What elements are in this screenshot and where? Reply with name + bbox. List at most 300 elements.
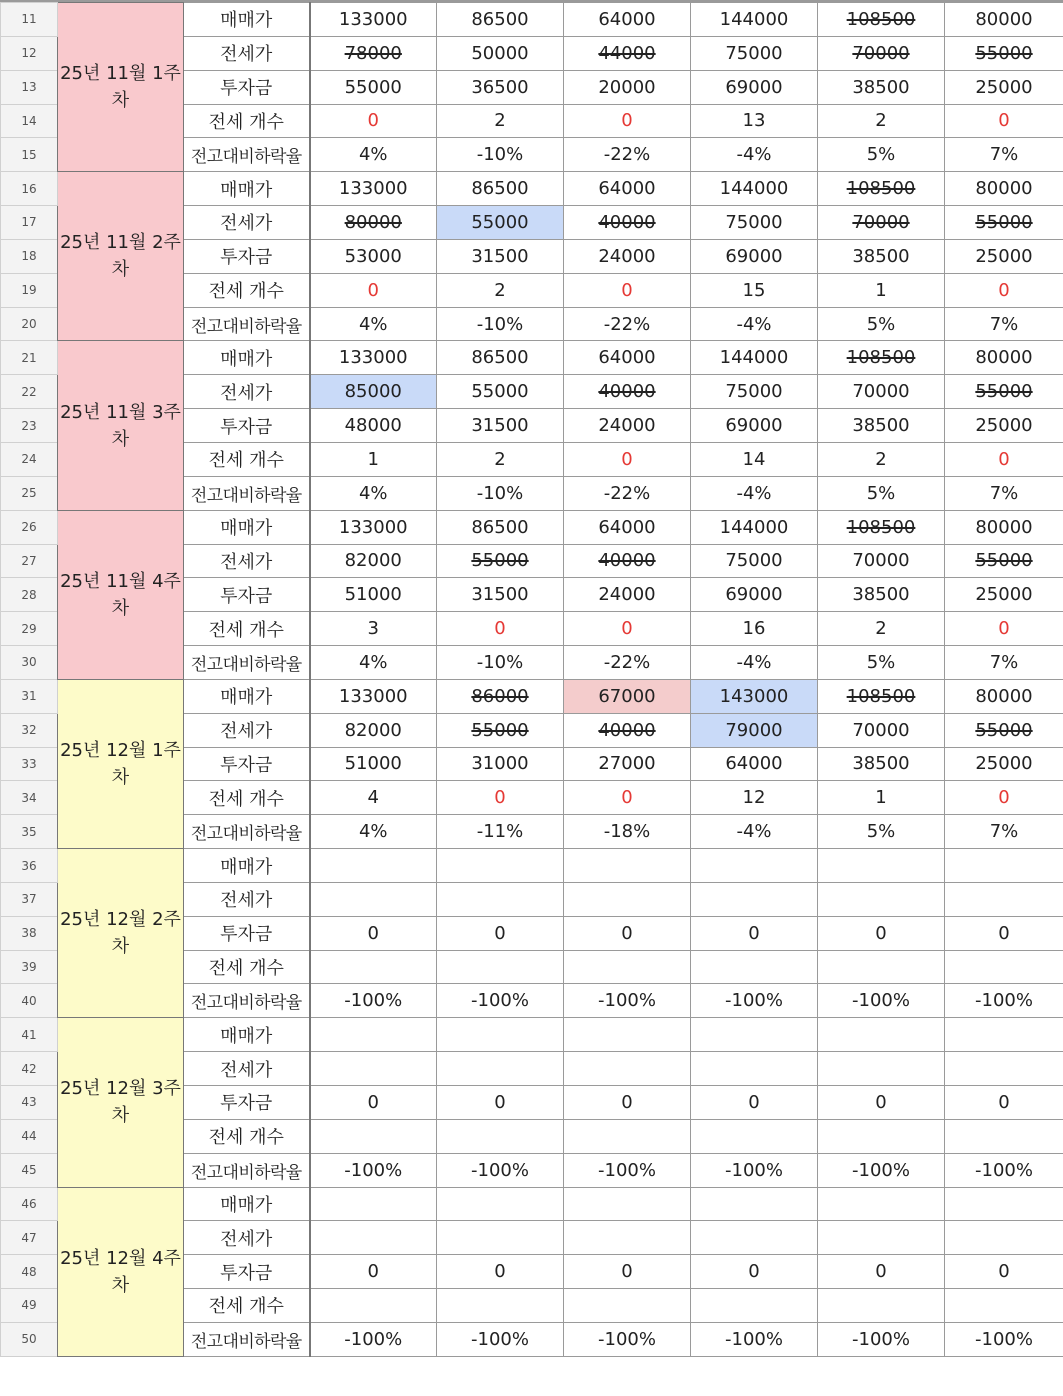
row-number[interactable]: 11 (1, 3, 58, 37)
value-cell[interactable] (818, 341, 945, 375)
value-cell[interactable] (437, 1119, 564, 1153)
week-label-cell[interactable]: 25년 11월 4주차 (58, 510, 184, 679)
value-cell[interactable] (691, 679, 818, 713)
row-number[interactable]: 18 (1, 239, 58, 273)
row-number[interactable]: 31 (1, 679, 58, 713)
value-cell[interactable] (691, 1187, 818, 1221)
value-cell[interactable] (437, 510, 564, 544)
value-cell[interactable] (437, 206, 564, 240)
value-cell[interactable] (437, 409, 564, 443)
value-cell[interactable] (818, 882, 945, 916)
row-number[interactable]: 47 (1, 1221, 58, 1255)
value-cell[interactable] (564, 3, 691, 37)
value-cell[interactable] (691, 70, 818, 104)
value-cell[interactable] (818, 679, 945, 713)
value-cell[interactable] (945, 612, 1063, 646)
row-number[interactable]: 29 (1, 612, 58, 646)
value-cell[interactable] (564, 781, 691, 815)
value-cell[interactable] (691, 781, 818, 815)
value-cell[interactable] (945, 476, 1063, 510)
value-cell[interactable] (310, 815, 437, 849)
value-cell[interactable] (564, 409, 691, 443)
value-cell[interactable] (945, 70, 1063, 104)
value-cell[interactable] (564, 138, 691, 172)
value-cell[interactable] (818, 1052, 945, 1086)
value-cell[interactable] (310, 1322, 437, 1356)
metric-label-cell[interactable]: 투자금 (184, 916, 310, 950)
value-cell[interactable] (691, 104, 818, 138)
value-cell[interactable] (310, 273, 437, 307)
value-cell[interactable] (564, 1187, 691, 1221)
metric-label-cell[interactable]: 전세가 (184, 882, 310, 916)
metric-label-cell[interactable]: 전세가 (184, 713, 310, 747)
value-cell[interactable] (310, 36, 437, 70)
value-cell[interactable] (564, 36, 691, 70)
value-cell[interactable] (945, 815, 1063, 849)
value-cell[interactable] (310, 679, 437, 713)
metric-label-cell[interactable]: 투자금 (184, 239, 310, 273)
value-cell[interactable] (945, 1322, 1063, 1356)
value-cell[interactable] (818, 375, 945, 409)
value-cell[interactable] (945, 1289, 1063, 1323)
value-cell[interactable] (310, 510, 437, 544)
metric-label-cell[interactable]: 매매가 (184, 510, 310, 544)
value-cell[interactable] (564, 612, 691, 646)
value-cell[interactable] (437, 679, 564, 713)
value-cell[interactable] (310, 916, 437, 950)
week-label-cell[interactable]: 25년 12월 4주차 (58, 1187, 184, 1356)
value-cell[interactable] (310, 1221, 437, 1255)
metric-label-cell[interactable]: 전세가 (184, 544, 310, 578)
row-number[interactable]: 44 (1, 1119, 58, 1153)
row-number[interactable]: 14 (1, 104, 58, 138)
metric-label-cell[interactable]: 전고대비하락율 (184, 1153, 310, 1187)
value-cell[interactable] (945, 713, 1063, 747)
value-cell[interactable] (945, 36, 1063, 70)
row-number[interactable]: 41 (1, 1018, 58, 1052)
metric-label-cell[interactable]: 전세가 (184, 1052, 310, 1086)
value-cell[interactable] (945, 206, 1063, 240)
value-cell[interactable] (691, 1052, 818, 1086)
value-cell[interactable] (691, 646, 818, 680)
metric-label-cell[interactable]: 전고대비하락율 (184, 984, 310, 1018)
metric-label-cell[interactable]: 전세가 (184, 206, 310, 240)
value-cell[interactable] (437, 781, 564, 815)
row-number[interactable]: 26 (1, 510, 58, 544)
value-cell[interactable] (818, 1018, 945, 1052)
value-cell[interactable] (564, 747, 691, 781)
value-cell[interactable] (564, 239, 691, 273)
value-cell[interactable] (437, 1322, 564, 1356)
value-cell[interactable] (310, 3, 437, 37)
value-cell[interactable] (691, 544, 818, 578)
value-cell[interactable] (564, 1289, 691, 1323)
value-cell[interactable] (437, 70, 564, 104)
metric-label-cell[interactable]: 전세 개수 (184, 273, 310, 307)
value-cell[interactable] (564, 984, 691, 1018)
metric-label-cell[interactable]: 매매가 (184, 341, 310, 375)
value-cell[interactable] (564, 1018, 691, 1052)
value-cell[interactable] (691, 1289, 818, 1323)
value-cell[interactable] (945, 442, 1063, 476)
value-cell[interactable] (564, 1255, 691, 1289)
value-cell[interactable] (310, 849, 437, 883)
value-cell[interactable] (437, 882, 564, 916)
metric-label-cell[interactable]: 투자금 (184, 1255, 310, 1289)
value-cell[interactable] (564, 1119, 691, 1153)
value-cell[interactable] (818, 646, 945, 680)
value-cell[interactable] (310, 1289, 437, 1323)
metric-label-cell[interactable]: 전세가 (184, 36, 310, 70)
row-number[interactable]: 21 (1, 341, 58, 375)
value-cell[interactable] (945, 1187, 1063, 1221)
value-cell[interactable] (818, 1322, 945, 1356)
row-number[interactable]: 24 (1, 442, 58, 476)
value-cell[interactable] (818, 1086, 945, 1120)
value-cell[interactable] (691, 239, 818, 273)
row-number[interactable]: 43 (1, 1086, 58, 1120)
value-cell[interactable] (437, 544, 564, 578)
metric-label-cell[interactable]: 전세 개수 (184, 442, 310, 476)
value-cell[interactable] (310, 544, 437, 578)
value-cell[interactable] (691, 1086, 818, 1120)
value-cell[interactable] (691, 3, 818, 37)
value-cell[interactable] (818, 172, 945, 206)
value-cell[interactable] (310, 646, 437, 680)
value-cell[interactable] (437, 273, 564, 307)
value-cell[interactable] (691, 510, 818, 544)
value-cell[interactable] (437, 36, 564, 70)
value-cell[interactable] (564, 578, 691, 612)
metric-label-cell[interactable]: 전세 개수 (184, 950, 310, 984)
value-cell[interactable] (945, 544, 1063, 578)
value-cell[interactable] (818, 815, 945, 849)
week-label-cell[interactable]: 25년 12월 1주차 (58, 679, 184, 848)
value-cell[interactable] (691, 1322, 818, 1356)
value-cell[interactable] (691, 747, 818, 781)
value-cell[interactable] (818, 442, 945, 476)
value-cell[interactable] (691, 476, 818, 510)
value-cell[interactable] (310, 375, 437, 409)
value-cell[interactable] (945, 916, 1063, 950)
value-cell[interactable] (691, 1153, 818, 1187)
value-cell[interactable] (945, 172, 1063, 206)
value-cell[interactable] (691, 1255, 818, 1289)
week-label-cell[interactable]: 25년 12월 2주차 (58, 849, 184, 1018)
metric-label-cell[interactable]: 투자금 (184, 578, 310, 612)
value-cell[interactable] (437, 239, 564, 273)
value-cell[interactable] (564, 713, 691, 747)
value-cell[interactable] (437, 815, 564, 849)
value-cell[interactable] (818, 849, 945, 883)
value-cell[interactable] (310, 476, 437, 510)
value-cell[interactable] (310, 713, 437, 747)
row-number[interactable]: 35 (1, 815, 58, 849)
week-label-cell[interactable]: 25년 11월 2주차 (58, 172, 184, 341)
row-number[interactable]: 20 (1, 307, 58, 341)
value-cell[interactable] (437, 747, 564, 781)
metric-label-cell[interactable]: 전고대비하락율 (184, 646, 310, 680)
value-cell[interactable] (945, 1119, 1063, 1153)
value-cell[interactable] (691, 916, 818, 950)
row-number[interactable]: 46 (1, 1187, 58, 1221)
value-cell[interactable] (945, 781, 1063, 815)
value-cell[interactable] (564, 1221, 691, 1255)
value-cell[interactable] (691, 612, 818, 646)
value-cell[interactable] (437, 612, 564, 646)
metric-label-cell[interactable]: 전세 개수 (184, 612, 310, 646)
week-label-cell[interactable]: 25년 11월 1주차 (58, 3, 184, 172)
metric-label-cell[interactable]: 투자금 (184, 409, 310, 443)
value-cell[interactable] (310, 950, 437, 984)
value-cell[interactable] (945, 984, 1063, 1018)
value-cell[interactable] (310, 1119, 437, 1153)
value-cell[interactable] (818, 138, 945, 172)
value-cell[interactable] (818, 1221, 945, 1255)
row-number[interactable]: 30 (1, 646, 58, 680)
row-number[interactable]: 32 (1, 713, 58, 747)
value-cell[interactable] (691, 1018, 818, 1052)
value-cell[interactable] (818, 510, 945, 544)
value-cell[interactable] (691, 409, 818, 443)
value-cell[interactable] (310, 307, 437, 341)
value-cell[interactable] (564, 510, 691, 544)
value-cell[interactable] (564, 646, 691, 680)
value-cell[interactable] (564, 849, 691, 883)
value-cell[interactable] (945, 409, 1063, 443)
metric-label-cell[interactable]: 매매가 (184, 679, 310, 713)
row-number[interactable]: 37 (1, 882, 58, 916)
value-cell[interactable] (818, 3, 945, 37)
value-cell[interactable] (945, 3, 1063, 37)
value-cell[interactable] (818, 916, 945, 950)
value-cell[interactable] (564, 1086, 691, 1120)
value-cell[interactable] (818, 206, 945, 240)
value-cell[interactable] (818, 544, 945, 578)
row-number[interactable]: 50 (1, 1322, 58, 1356)
value-cell[interactable] (945, 341, 1063, 375)
value-cell[interactable] (310, 882, 437, 916)
value-cell[interactable] (818, 1119, 945, 1153)
value-cell[interactable] (564, 307, 691, 341)
value-cell[interactable] (818, 70, 945, 104)
metric-label-cell[interactable]: 전세 개수 (184, 1289, 310, 1323)
value-cell[interactable] (818, 578, 945, 612)
metric-label-cell[interactable]: 투자금 (184, 747, 310, 781)
value-cell[interactable] (564, 172, 691, 206)
value-cell[interactable] (310, 442, 437, 476)
value-cell[interactable] (945, 679, 1063, 713)
value-cell[interactable] (691, 849, 818, 883)
value-cell[interactable] (437, 849, 564, 883)
metric-label-cell[interactable]: 전세가 (184, 375, 310, 409)
row-number[interactable]: 34 (1, 781, 58, 815)
metric-label-cell[interactable]: 매매가 (184, 1018, 310, 1052)
value-cell[interactable] (564, 1322, 691, 1356)
metric-label-cell[interactable]: 매매가 (184, 3, 310, 37)
value-cell[interactable] (310, 1018, 437, 1052)
value-cell[interactable] (818, 713, 945, 747)
value-cell[interactable] (437, 3, 564, 37)
row-number[interactable]: 13 (1, 70, 58, 104)
value-cell[interactable] (818, 1289, 945, 1323)
value-cell[interactable] (310, 104, 437, 138)
value-cell[interactable] (310, 747, 437, 781)
value-cell[interactable] (691, 713, 818, 747)
value-cell[interactable] (437, 1221, 564, 1255)
row-number[interactable]: 22 (1, 375, 58, 409)
week-label-cell[interactable]: 25년 11월 3주차 (58, 341, 184, 510)
value-cell[interactable] (691, 950, 818, 984)
metric-label-cell[interactable]: 전세 개수 (184, 104, 310, 138)
value-cell[interactable] (310, 206, 437, 240)
metric-label-cell[interactable]: 전세가 (184, 1221, 310, 1255)
value-cell[interactable] (818, 273, 945, 307)
value-cell[interactable] (945, 950, 1063, 984)
value-cell[interactable] (945, 375, 1063, 409)
value-cell[interactable] (564, 104, 691, 138)
value-cell[interactable] (818, 984, 945, 1018)
value-cell[interactable] (818, 781, 945, 815)
value-cell[interactable] (945, 239, 1063, 273)
value-cell[interactable] (564, 544, 691, 578)
metric-label-cell[interactable]: 전고대비하락율 (184, 1322, 310, 1356)
row-number[interactable]: 33 (1, 747, 58, 781)
value-cell[interactable] (945, 578, 1063, 612)
value-cell[interactable] (564, 950, 691, 984)
value-cell[interactable] (437, 341, 564, 375)
value-cell[interactable] (945, 273, 1063, 307)
value-cell[interactable] (818, 1187, 945, 1221)
value-cell[interactable] (564, 476, 691, 510)
value-cell[interactable] (437, 1153, 564, 1187)
value-cell[interactable] (818, 307, 945, 341)
value-cell[interactable] (691, 882, 818, 916)
value-cell[interactable] (691, 815, 818, 849)
value-cell[interactable] (437, 476, 564, 510)
value-cell[interactable] (310, 1255, 437, 1289)
value-cell[interactable] (310, 341, 437, 375)
value-cell[interactable] (437, 375, 564, 409)
value-cell[interactable] (945, 1052, 1063, 1086)
row-number[interactable]: 49 (1, 1289, 58, 1323)
row-number[interactable]: 19 (1, 273, 58, 307)
value-cell[interactable] (691, 307, 818, 341)
value-cell[interactable] (945, 882, 1063, 916)
row-number[interactable]: 45 (1, 1153, 58, 1187)
value-cell[interactable] (564, 679, 691, 713)
week-label-cell[interactable]: 25년 12월 3주차 (58, 1018, 184, 1187)
value-cell[interactable] (310, 781, 437, 815)
value-cell[interactable] (945, 849, 1063, 883)
row-number[interactable]: 12 (1, 36, 58, 70)
metric-label-cell[interactable]: 전고대비하락율 (184, 138, 310, 172)
value-cell[interactable] (310, 1187, 437, 1221)
value-cell[interactable] (437, 646, 564, 680)
value-cell[interactable] (945, 1153, 1063, 1187)
value-cell[interactable] (691, 138, 818, 172)
value-cell[interactable] (945, 510, 1063, 544)
value-cell[interactable] (691, 36, 818, 70)
value-cell[interactable] (437, 713, 564, 747)
metric-label-cell[interactable]: 전세 개수 (184, 781, 310, 815)
value-cell[interactable] (564, 375, 691, 409)
value-cell[interactable] (310, 1153, 437, 1187)
value-cell[interactable] (691, 1119, 818, 1153)
value-cell[interactable] (564, 882, 691, 916)
value-cell[interactable] (818, 747, 945, 781)
value-cell[interactable] (310, 612, 437, 646)
value-cell[interactable] (564, 341, 691, 375)
value-cell[interactable] (691, 578, 818, 612)
value-cell[interactable] (310, 239, 437, 273)
value-cell[interactable] (818, 612, 945, 646)
value-cell[interactable] (310, 578, 437, 612)
value-cell[interactable] (945, 307, 1063, 341)
row-number[interactable]: 17 (1, 206, 58, 240)
row-number[interactable]: 16 (1, 172, 58, 206)
row-number[interactable]: 48 (1, 1255, 58, 1289)
value-cell[interactable] (945, 138, 1063, 172)
value-cell[interactable] (691, 172, 818, 206)
row-number[interactable]: 42 (1, 1052, 58, 1086)
value-cell[interactable] (437, 950, 564, 984)
value-cell[interactable] (310, 172, 437, 206)
row-number[interactable]: 15 (1, 138, 58, 172)
row-number[interactable]: 40 (1, 984, 58, 1018)
value-cell[interactable] (564, 206, 691, 240)
value-cell[interactable] (818, 36, 945, 70)
value-cell[interactable] (818, 1255, 945, 1289)
value-cell[interactable] (564, 442, 691, 476)
metric-label-cell[interactable]: 매매가 (184, 849, 310, 883)
value-cell[interactable] (437, 984, 564, 1018)
value-cell[interactable] (437, 1187, 564, 1221)
value-cell[interactable] (691, 375, 818, 409)
value-cell[interactable] (691, 341, 818, 375)
row-number[interactable]: 27 (1, 544, 58, 578)
value-cell[interactable] (564, 1153, 691, 1187)
value-cell[interactable] (310, 984, 437, 1018)
value-cell[interactable] (818, 950, 945, 984)
row-number[interactable]: 23 (1, 409, 58, 443)
metric-label-cell[interactable]: 매매가 (184, 1187, 310, 1221)
value-cell[interactable] (945, 1221, 1063, 1255)
metric-label-cell[interactable]: 전고대비하락율 (184, 476, 310, 510)
value-cell[interactable] (437, 1255, 564, 1289)
value-cell[interactable] (437, 138, 564, 172)
value-cell[interactable] (818, 104, 945, 138)
value-cell[interactable] (437, 1018, 564, 1052)
value-cell[interactable] (437, 442, 564, 476)
value-cell[interactable] (945, 104, 1063, 138)
metric-label-cell[interactable]: 전고대비하락율 (184, 815, 310, 849)
row-number[interactable]: 38 (1, 916, 58, 950)
value-cell[interactable] (818, 409, 945, 443)
value-cell[interactable] (310, 138, 437, 172)
value-cell[interactable] (691, 273, 818, 307)
value-cell[interactable] (691, 206, 818, 240)
value-cell[interactable] (691, 1221, 818, 1255)
value-cell[interactable] (945, 1086, 1063, 1120)
value-cell[interactable] (818, 239, 945, 273)
value-cell[interactable] (945, 1018, 1063, 1052)
value-cell[interactable] (945, 747, 1063, 781)
value-cell[interactable] (437, 307, 564, 341)
metric-label-cell[interactable]: 전세 개수 (184, 1119, 310, 1153)
value-cell[interactable] (564, 273, 691, 307)
value-cell[interactable] (437, 104, 564, 138)
